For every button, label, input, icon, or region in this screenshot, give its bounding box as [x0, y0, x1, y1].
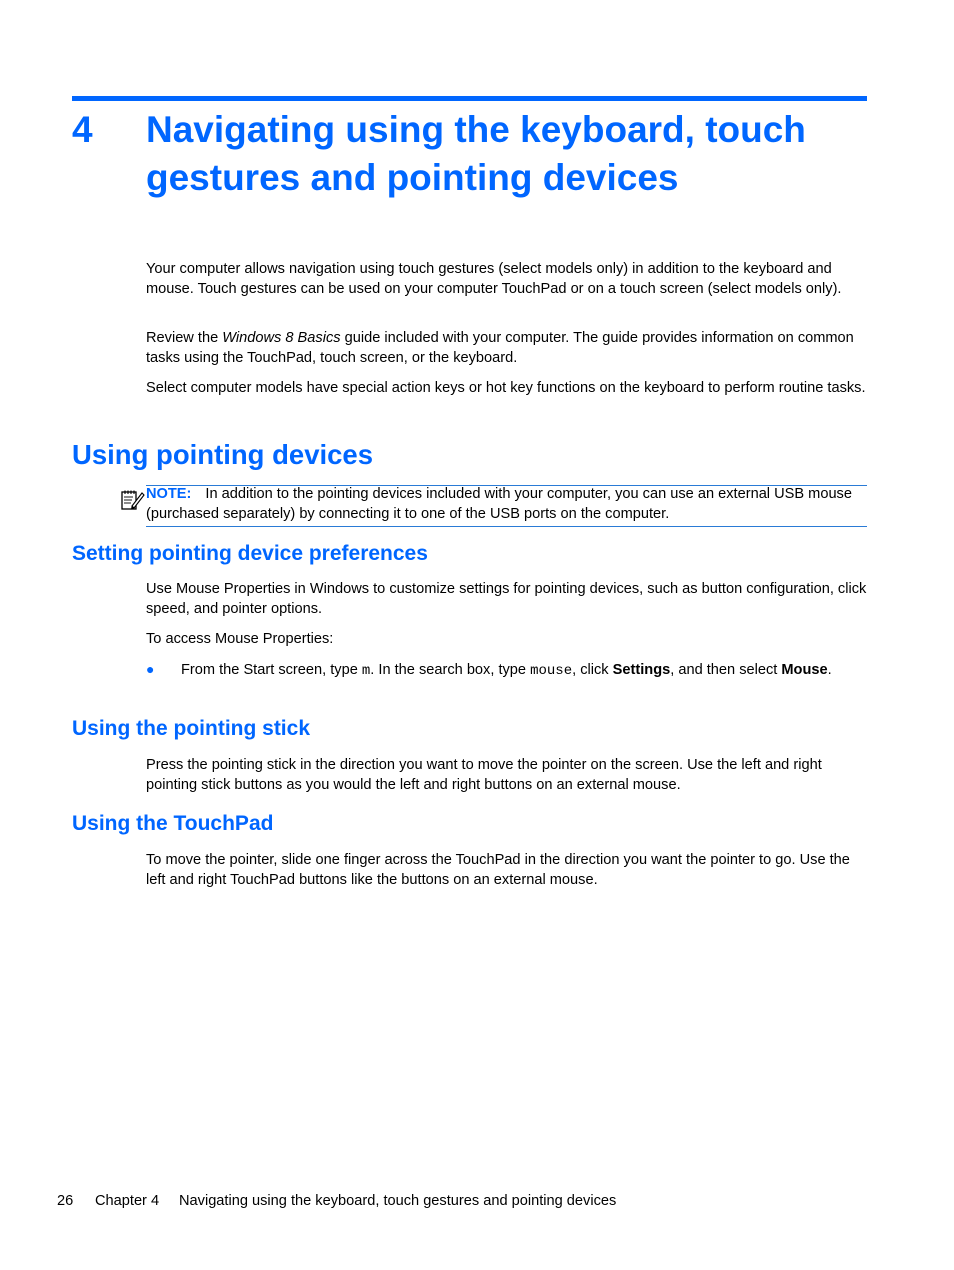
mouse-label: Mouse — [781, 662, 828, 678]
bullet-text-5: . — [827, 662, 832, 678]
chapter-rule — [72, 96, 867, 101]
guide-title: Windows 8 Basics — [222, 330, 341, 346]
code-m: m — [361, 663, 371, 679]
footer-chapter-title: Navigating using the keyboard, touch gestures and pointing devices — [179, 1193, 617, 1209]
chapter-title: Navigating using the keyboard, touch gestures and pointing devices — [146, 109, 806, 198]
intro-paragraph-1: Your computer allows navigation using touch gestures (select models only) in addition to the keyboard and mouse. Touch gestures can be used on your computer TouchPad or on a touch screen (select models only). — [146, 261, 842, 297]
section-heading-pointing-devices: Using pointing devices — [72, 439, 374, 470]
code-mouse: mouse — [530, 663, 573, 679]
note-text — [146, 485, 867, 524]
note-pencil-icon — [119, 488, 145, 512]
section-heading-touchpad: Using the TouchPad — [72, 812, 274, 835]
section-heading-pointing-stick: Using the pointing stick — [72, 717, 311, 740]
bullet-marker: ● — [146, 661, 155, 677]
intro-p2-text: Review the — [146, 330, 223, 346]
settings-label: Settings — [612, 662, 671, 678]
page-footer — [57, 1192, 616, 1211]
touchpad-paragraph: To move the pointer, slide one finger across the TouchPad in the direction you want the pointer to go. Use the left and right TouchPad buttons like the buttons on an external mouse. — [146, 852, 850, 888]
pointing-stick-paragraph: Press the pointing stick in the direction you want to move the pointer on the screen. Use the left and right pointing stick buttons as you would the left and right buttons on an external mouse. — [146, 757, 822, 793]
bullet-item — [181, 660, 867, 682]
footer-chapter-label: Chapter 4 — [95, 1193, 160, 1209]
intro-p2-text-rest: guide included with your computer. The guide provides information on common tasks using the TouchPad, touch screen, or the keyboard. — [146, 330, 854, 366]
preferences-paragraph-1: Use Mouse Properties in Windows to customize settings for pointing devices, such as button configuration, click speed, and pointer options. — [146, 581, 867, 617]
bullet-text-1: From the Start screen, type — [181, 662, 362, 678]
bullet-text-2: . In the search box, type — [370, 662, 531, 678]
note-body: In addition to the pointing devices included with your computer, you can use an external USB mouse (purchased separately) by connecting it to one of the USB ports on the computer. — [146, 486, 852, 522]
page-number: 26 — [57, 1193, 74, 1209]
section-heading-preferences: Setting pointing device preferences — [72, 542, 428, 565]
preferences-paragraph-2: To access Mouse Properties: — [146, 631, 334, 647]
intro-paragraph-3: Select computer models have special action keys or hot key functions on the keyboard to perform routine tasks. — [146, 380, 866, 396]
bullet-text-3: , click — [572, 662, 613, 678]
note-label: NOTE: — [146, 486, 192, 502]
chapter-number: 4 — [72, 109, 93, 150]
bullet-text-4: , and then select — [670, 662, 782, 678]
intro-paragraph-2 — [146, 329, 868, 368]
